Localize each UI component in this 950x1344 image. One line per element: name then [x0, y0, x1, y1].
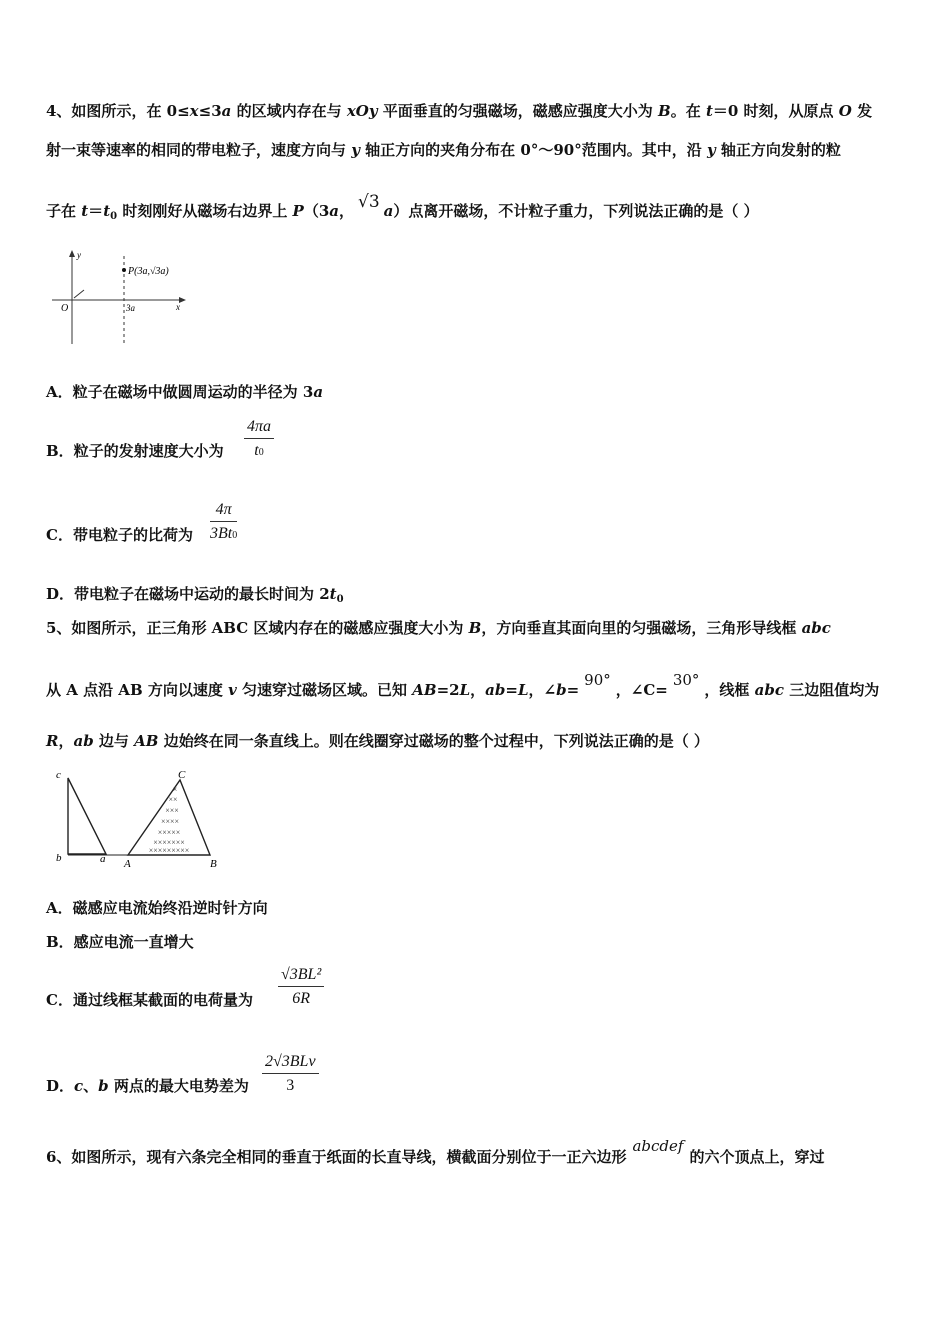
q5-figure: [48, 764, 228, 874]
q5-line2: 从 A 点沿 AB 方向以速度 v 匀速穿过磁场区域。已知 AB=2L，ab=L，∠b=90°，∠C=30°，线框 abc 三边阻值均为: [46, 671, 880, 699]
field-row-1: ×: [172, 785, 178, 794]
q4-option-c: C．带电粒子的比荷为: [46, 526, 193, 544]
field-row-5: ×××××: [157, 828, 181, 837]
q4-line1: 4、如图所示，在 0≤x≤3a 的区域内存在与 xOy 平面垂直的匀强磁场，磁感应强度大小为 B。在 t＝0 时刻，从原点 O 发: [46, 102, 873, 120]
angle-c-value: 30°: [672, 671, 700, 689]
field-row-4: ××××: [160, 817, 180, 826]
q5-line1: 5、如图所示，正三角形 ABC 区域内存在的磁感应强度大小为 B，方向垂直其面向里的匀强磁场，三角形导线框 abc: [46, 619, 831, 637]
q6-line1: 6、如图所示，现有六条完全相同的垂直于纸面的长直导线，横截面分别位于一正六边形abcdef的六个顶点上，穿过: [46, 1137, 825, 1166]
hexagon-vertices: abcdef: [632, 1137, 684, 1155]
field-marks: [149, 785, 190, 855]
label-A: A: [124, 858, 131, 870]
q5-option-a: A．磁感应电流始终沿逆时针方向: [46, 899, 268, 917]
x-axis-label: x: [176, 302, 180, 312]
label-B: B: [210, 858, 217, 870]
q4-option-c-fraction: $\frac{4\pi}{3Bt0}$: [210, 501, 238, 542]
q4-figure: [48, 248, 198, 348]
q4-option-a: A．粒子在磁场中做圆周运动的半径为 3a: [46, 383, 324, 401]
label-c: c: [56, 769, 61, 781]
q5-option-d: D．c、b 两点的最大电势差为: [46, 1077, 249, 1095]
label-a: a: [100, 853, 106, 865]
field-row-3: ×××: [165, 806, 179, 815]
point-P-label: P(3a,√3a): [128, 266, 169, 277]
label-C: C: [178, 769, 186, 781]
q5-option-b: B．感应电流一直增大: [46, 933, 194, 951]
y-axis-label: y: [77, 250, 81, 260]
q5-line3: R，ab 边与 AB 边始终在同一条直线上。则在线圈穿过磁场的整个过程中，下列说法正确的是（ ）: [46, 732, 709, 750]
origin-label: O: [61, 303, 69, 314]
label-b: b: [56, 852, 62, 864]
q4-option-d: D．带电粒子在磁场中运动的最长时间为 $2t_0$: [46, 585, 344, 605]
sqrt3: √3: [358, 192, 380, 212]
angle-b-value: 90°: [584, 671, 611, 689]
q4-line2: 射一束等速率的相同的带电粒子，速度方向与 y 轴正方向的夹角分布在 0°～90°范围内。其中，沿 y 轴正方向发射的粒: [46, 141, 841, 159]
q5-option-c: C．通过线框某截面的电荷量为: [46, 991, 253, 1009]
field-row-7: ×××××××××: [148, 846, 190, 855]
field-row-2: ××: [168, 795, 178, 804]
q5-option-d-fraction: 2√3BLv 3: [262, 1053, 319, 1095]
q5-option-c-fraction: $\frac{\text{√3BL²}}{6R}$: [278, 966, 324, 1008]
q4-line3: 子在 $t=t_0$ 时刻刚好从磁场右边界上 P（3a， √3 a）点离开磁场，不计粒子重力，下列说法正确的是（ ）: [46, 192, 759, 222]
q4-option-b: B．粒子的发射速度大小为: [46, 442, 224, 460]
field-row-6: ×××××××: [153, 838, 185, 847]
tick-3a-label: 3a: [126, 303, 135, 313]
q4-option-b-fraction: $\frac{4\pi a}{t0}$: [244, 418, 274, 460]
